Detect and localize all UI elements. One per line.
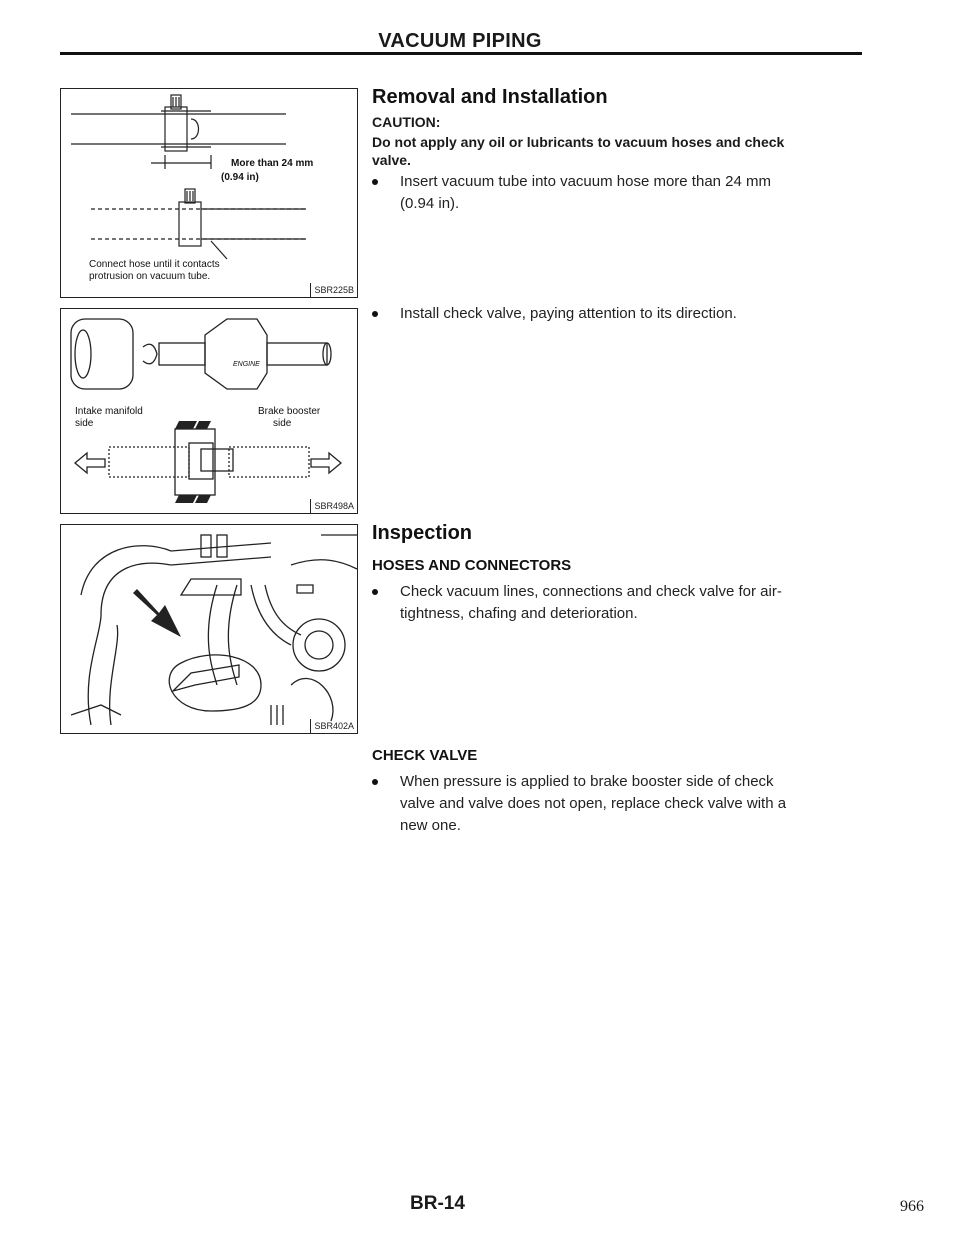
hose-caption-line1: Connect hose until it contacts	[89, 259, 220, 270]
removal-heading: Removal and Installation	[372, 86, 608, 108]
caution-label: CAUTION:	[372, 114, 441, 130]
brake-booster-label-line2: side	[273, 418, 292, 429]
brake-booster-label-line1: Brake booster	[258, 406, 321, 417]
figure-code: SBR498A	[314, 501, 354, 511]
caution-text-line1: Do not apply any oil or lubricants to vacuum hoses and check	[372, 134, 785, 150]
bullet-text-line1: Insert vacuum tube into vacuum hose more than 24 mm	[400, 173, 772, 190]
caution-text-line2: valve.	[372, 152, 411, 168]
engine-bay-illustration	[61, 525, 357, 733]
bullet-dot	[372, 179, 378, 185]
bullet-text-line2: (0.94 in).	[400, 195, 460, 212]
engine-text: ENGINE	[233, 361, 260, 368]
figure-engine-bay	[60, 524, 358, 734]
length-inch-label: (0.94 in)	[221, 172, 259, 183]
figure-check-valve	[60, 308, 358, 514]
inspection-heading: Inspection	[372, 522, 473, 544]
page-number: 966	[900, 1198, 924, 1215]
figure-hose-insertion	[60, 88, 358, 298]
bullet-insert-tube	[372, 172, 862, 216]
bullet-check-lines	[372, 582, 862, 626]
bullet-dot	[372, 589, 378, 595]
page-title: VACUUM PIPING	[378, 30, 542, 52]
bullet-check-valve	[372, 772, 862, 838]
bullet-text-line1: Check vacuum lines, connections and check valve for air-	[400, 583, 782, 600]
figure-code: SBR225B	[314, 285, 354, 295]
bullet-text-line2: valve and valve does not open, replace check valve with a	[400, 795, 787, 812]
bullet-text-line1: When pressure is applied to brake booster side of check	[400, 773, 774, 790]
length-label: More than 24 mm	[231, 158, 314, 169]
header-rule	[60, 52, 862, 55]
bullet-text: Install check valve, paying attention to its direction.	[400, 305, 737, 322]
figure-code: SBR402A	[314, 721, 354, 731]
bullet-text-line2: tightness, chafing and deterioration.	[400, 605, 638, 622]
bullet-text-line3: new one.	[400, 817, 461, 834]
bullet-install-valve	[372, 304, 862, 326]
hoses-connectors-heading: HOSES AND CONNECTORS	[372, 557, 572, 574]
check-valve-heading: CHECK VALVE	[372, 747, 478, 764]
page-id: BR-14	[410, 1193, 465, 1214]
hose-caption-line2: protrusion on vacuum tube.	[89, 271, 211, 282]
bullet-dot	[372, 779, 378, 785]
intake-manifold-label-line2: side	[75, 418, 94, 429]
bullet-dot	[372, 311, 378, 317]
intake-manifold-label-line1: Intake manifold	[75, 406, 143, 417]
